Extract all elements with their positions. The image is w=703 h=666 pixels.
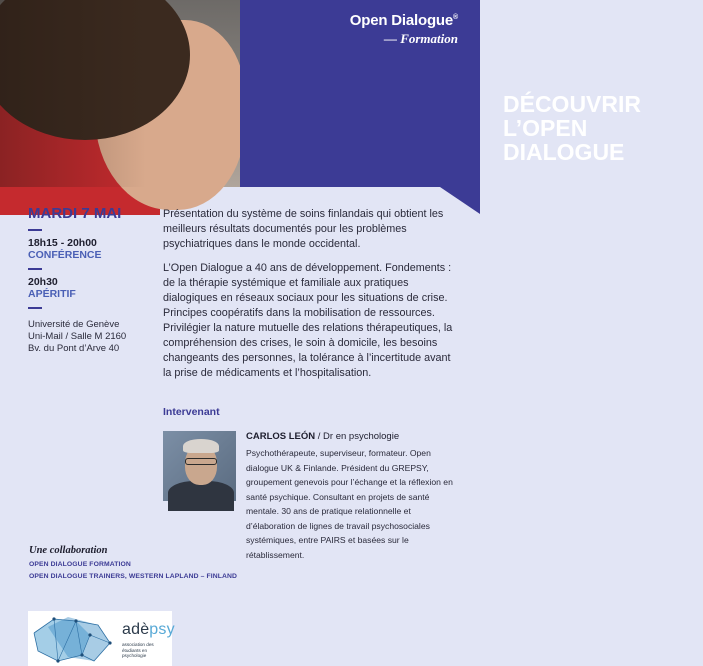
divider	[28, 268, 42, 270]
divider	[28, 229, 42, 231]
brand-logo: Open Dialogue® — Formation	[349, 12, 458, 46]
description	[163, 207, 458, 390]
event-location: Université de Genève Uni-Mail / Salle M 2160 Bv. du Pont d’Arve 40	[28, 319, 127, 354]
speaker-name: CARLOS LEÓN / Dr en psychologie	[246, 431, 400, 442]
hero-photo	[0, 0, 243, 187]
logo-text: adèpsy	[122, 621, 175, 638]
divider	[28, 307, 42, 309]
description-paragraph: Présentation du système de soins finlandais qui obtient les meilleurs résultats documentés pour les problèmes psychiatriques dans le monde occidental.	[163, 208, 444, 250]
brand-sub: — Formation	[383, 31, 458, 46]
partner-name: OPEN DIALOGUE FORMATION	[29, 561, 131, 568]
event-info	[28, 205, 153, 355]
speaker-bio: Psychothérapeute, superviseur, formateur. Open dialogue UK & Finlande. Président du GREPSY, groupement genevois pour l’échange et la réflexion en santé psychique. Consultant en projets de santé mentale. 30 ans de pratique relationnelle et d’élaboration de lignes de travail psychosociales systémiques, entre PAIRS et basées sur le rétablissement.	[246, 448, 453, 560]
event-date: MARDI 7 MAI	[28, 205, 122, 222]
speaker-photo	[163, 431, 236, 501]
brand-name: Open Dialogue	[349, 12, 454, 29]
slot-kind: APÉRITIF	[28, 288, 76, 300]
slot-kind: CONFÉRENCE	[28, 249, 102, 261]
slot-time: 18h15 - 20h00	[28, 237, 97, 249]
adepsy-logo	[28, 611, 175, 666]
title-panel	[240, 0, 642, 187]
speaker-heading: Intervenant	[163, 406, 220, 418]
header-banner	[0, 0, 642, 187]
collaboration-label: Une collaboration	[29, 545, 108, 556]
description-paragraph: L’Open Dialogue a 40 ans de développement. Fondements : de la thérapie systémique et familiale aux pratiques dialogiques en réseaux sociaux pour les situations de crise. Principes coopératifs dans la mobilisation de ressources. Privilégier la nature mutuelle des relations thérapeutiques, la compréhension des crises, le soin à domicile, les besoins changeants des personnes, la tolérance à l’incertitude avant la prise de médicaments et l’hospitalisation.	[163, 262, 453, 379]
partner-name: OPEN DIALOGUE TRAINERS, WESTERN LAPLAND – FINLAND	[29, 573, 238, 580]
network-icon	[28, 611, 116, 666]
logo-subtitle: association des étudiants en psychologie	[122, 642, 154, 658]
slot-time: 20h30	[28, 276, 58, 288]
page-title: DÉCOUVRIR L’OPEN DIALOGUE	[503, 91, 642, 165]
